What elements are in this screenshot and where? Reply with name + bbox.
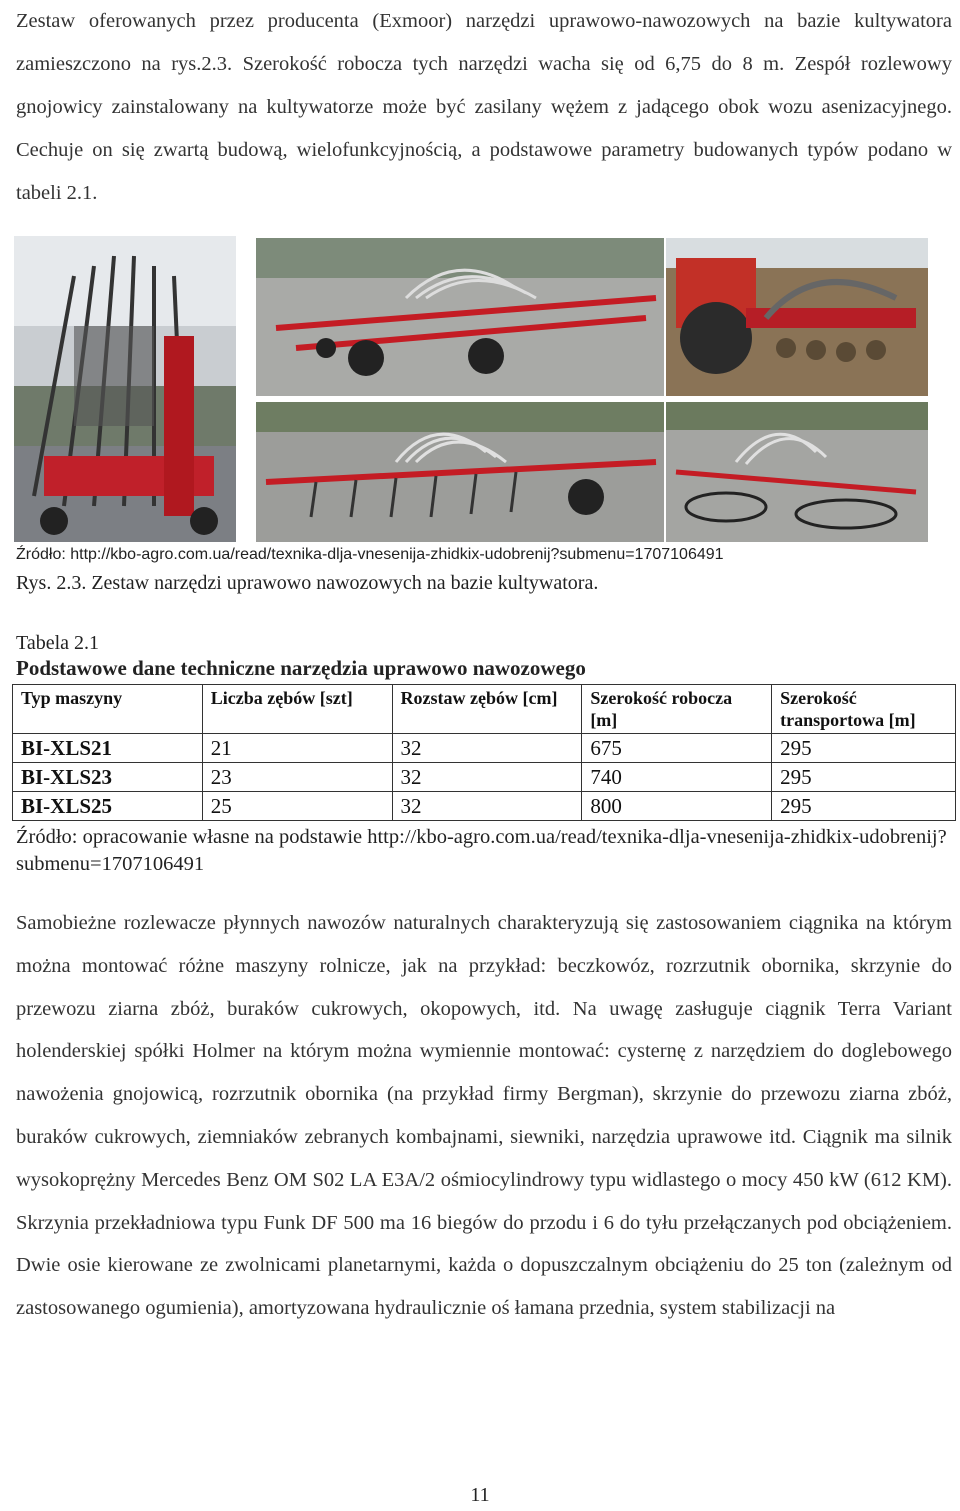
cell-transport-width: 295 [772, 792, 956, 821]
intro-paragraph: Zestaw oferowanych przez producenta (Exmoor) narzędzi uprawowo-nawozowych na bazie kultywatora zamieszczono na rys.2.3. Szerokość robocza tych narzędzi wacha się od 6,75 do 8 m. Zespół rozlewowy gnojowicy zainstalowany na kultywatorze może być zasilany wężem z jadącego obok wozu asenizacyjnego. Cechuje on się zwartą budową, wielofunkcyjnością, a podstawowe parametry budowanych typów podano w tabeli 2.1. [16, 10, 952, 204]
photo-folded-cultivator [14, 236, 236, 542]
table-row [13, 763, 956, 792]
photo-tractor-field [666, 238, 928, 396]
table-label: Tabela 2.1 [16, 632, 100, 654]
cell-teeth-count: 25 [202, 792, 392, 821]
header-transport-width: Szerokość transportowa [m] [772, 685, 956, 734]
cell-teeth-count: 23 [202, 763, 392, 792]
table-header-row [13, 685, 956, 734]
figure-caption: Rys. 2.3. Zestaw narzędzi uprawowo nawozowych na bazie kultywatora. [16, 572, 599, 594]
cell-working-width: 675 [582, 734, 772, 763]
cell-teeth-spacing: 32 [392, 792, 582, 821]
cell-model: BI-XLS23 [13, 763, 203, 792]
cell-model: BI-XLS25 [13, 792, 203, 821]
cell-working-width: 740 [582, 763, 772, 792]
table-source: Źródło: opracowanie własne na podstawie http://kbo-agro.com.ua/read/texnika-dlja-vnesenija-zhidkix-udobrenij?submenu=1707106491 [16, 826, 947, 875]
photo-cultivator-roller [666, 402, 928, 542]
photo-cultivator-parking [256, 238, 664, 396]
table-title: Podstawowe dane techniczne narzędzia uprawowo nawozowego [16, 656, 586, 680]
cell-transport-width: 295 [772, 734, 956, 763]
body-paragraph: Samobieżne rozlewacze płynnych nawozów naturalnych charakteryzują się zastosowaniem ciągnika na którym można montować różne maszyny rolnicze, jak na przykład: beczkowóz, rozrzutnik obornika, skrzynie do przewozu ziarna zbóż, buraków cukrowych, okopowych, itd. Na uwagę zasługuje ciągnik Terra Variant holenderskiej spółki Holmer na którym można wymiennie montować: cysternę z narzędziem do doglebowego nawożenia gnojowicą, rozrzutnik obornika (na przykład firmy Bergman), skrzynie do przewozu ziarna zbóż, buraków cukrowych, ziemniaków zebranych kombajnami, siewniki, narzędzia uprawowe itd. Ciągnik ma silnik wysokoprężny Mercedes Benz OM S02 LA E3A/2 ośmiocylindrowy typu widlastego o mocy 450 kW (612 KM). Skrzynia przekładniowa typu Funk DF 500 ma 16 biegów do przodu i 6 do tyłu przełączanych pod obciążeniem. Dwie osie kierowane ze zwolnicami planetarnymi, każda o dopuszczalnym obciążeniu do 25 ton (zależnym od zastosowanego ogumienia), amortyzowana hydraulicznie oś łamana przednia, system stabilizacji na [16, 912, 952, 1320]
header-working-width: Szerokość robocza [m] [582, 685, 772, 734]
figure-cultivator-photos [14, 236, 928, 546]
cell-transport-width: 295 [772, 763, 956, 792]
header-teeth-count: Liczba zębów [szt] [202, 685, 392, 734]
spec-table [12, 684, 956, 821]
figure-source: Źródło: http://kbo-agro.com.ua/read/texnika-dlja-vnesenija-zhidkix-udobrenij?submenu=1707106491 [16, 546, 724, 563]
cell-teeth-count: 21 [202, 734, 392, 763]
cell-model: BI-XLS21 [13, 734, 203, 763]
cell-teeth-spacing: 32 [392, 763, 582, 792]
page-number: 11 [470, 1484, 490, 1506]
header-teeth-spacing: Rozstaw zębów [cm] [392, 685, 582, 734]
photo-cultivator-hoses [256, 402, 664, 542]
table-row [13, 734, 956, 763]
cell-working-width: 800 [582, 792, 772, 821]
cell-teeth-spacing: 32 [392, 734, 582, 763]
header-machine-type: Typ maszyny [13, 685, 203, 734]
table-row [13, 792, 956, 821]
